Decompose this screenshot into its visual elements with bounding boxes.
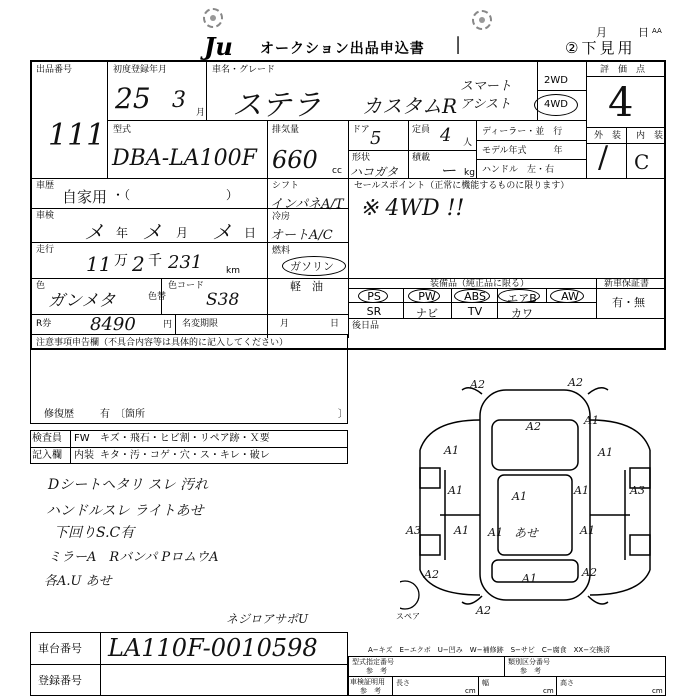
- shift-label: シフト: [272, 181, 300, 191]
- equip-abs: ABS: [464, 290, 486, 303]
- type-designation-ref: 参 考: [366, 667, 387, 675]
- reg-cert-ref: 参 考: [360, 687, 381, 695]
- damage-mark: A1: [584, 414, 599, 427]
- kg-label: kg: [464, 168, 475, 178]
- punch-hole-right: [472, 10, 492, 30]
- model-year-label: モデル年式 年: [482, 146, 563, 156]
- equip-aw: AW: [561, 290, 579, 303]
- category-label: 類別区分番号: [508, 658, 550, 666]
- height-cm: cm: [652, 687, 663, 695]
- damage-mark: A1: [488, 526, 503, 539]
- equip-navi: ナビ: [416, 307, 438, 320]
- mileage-rest-value: 231: [168, 252, 203, 273]
- inspector-label: 検査員: [32, 433, 62, 444]
- note-line-5: 各A.U あせ: [44, 574, 112, 589]
- model-value: DBA-LA100F: [112, 146, 257, 171]
- color-code-value: S38: [206, 290, 240, 310]
- doors-value: 5: [370, 128, 382, 149]
- damage-mark: A1: [454, 524, 469, 537]
- ac-label: 冷房: [272, 212, 291, 222]
- spare-label: スペア: [396, 612, 420, 621]
- pw-circle: [408, 289, 440, 303]
- length-cm: cm: [465, 687, 476, 695]
- history-value: 自家用: [62, 188, 108, 206]
- displacement-label: 排気量: [272, 125, 300, 135]
- day-label: 日: [638, 26, 649, 39]
- width-label: 幅: [482, 679, 489, 687]
- first-reg-label: 初度登録年月: [113, 65, 168, 75]
- color-value: ガンメタ: [48, 291, 116, 311]
- interior-label: 内 装: [636, 131, 664, 141]
- fuel-label: 燃料: [272, 246, 291, 256]
- r-ken-value: 8490: [90, 314, 136, 335]
- inspection-year-value: メ: [84, 220, 104, 244]
- sales-point-value: ※ 4WD !!: [360, 196, 465, 221]
- equip-tv: TV: [467, 305, 483, 318]
- damage-mark: A2: [526, 420, 541, 433]
- damage-mark: A1: [444, 444, 459, 457]
- title-mark: |: [455, 34, 462, 55]
- reg-no-label: 登録番号: [38, 674, 82, 687]
- rating-label: 評 価 点: [600, 65, 646, 75]
- damage-mark: A2: [582, 566, 597, 579]
- mileage-man-value: 11: [86, 252, 112, 276]
- interior-entry-label: 内装: [74, 450, 94, 461]
- 4wd-circle: [534, 94, 578, 116]
- damage-mark: A1: [580, 524, 595, 537]
- form-title: オークション出品申込書: [260, 41, 425, 57]
- shape-value: ハコガタ: [350, 165, 399, 179]
- history-label: 車歴: [36, 181, 55, 191]
- damage-mark: A1: [522, 572, 537, 585]
- 2wd-option: 2WD: [544, 75, 568, 86]
- abs-circle: [454, 289, 490, 303]
- entry-label: 記入欄: [32, 450, 62, 461]
- fuel-value: ガソリン: [290, 260, 334, 273]
- damage-mark: A3: [406, 524, 421, 537]
- equip-leather: カワ: [511, 307, 533, 320]
- load-value: ー: [440, 161, 457, 180]
- name-change-day-label: 日: [330, 319, 340, 329]
- persons-label: 人: [463, 138, 473, 148]
- color-change-label: 色替: [148, 292, 167, 302]
- damage-mark: あせ: [514, 526, 539, 540]
- exterior-label: 外 装: [594, 131, 622, 141]
- shift-value: インパネA/T: [270, 197, 344, 212]
- yen-label: 円: [163, 320, 173, 330]
- damage-mark: A1: [574, 484, 589, 497]
- repair-options: 有 〔箇所: [100, 409, 145, 420]
- rating-value: 4: [608, 80, 634, 126]
- reg-cert-label: 車検証明用: [350, 678, 385, 686]
- inspection-month-label: 月: [176, 226, 189, 240]
- doors-label: ドア: [352, 125, 370, 135]
- copy-label: ②下見用: [565, 39, 636, 57]
- aa-label: AA: [652, 27, 662, 35]
- interior-value: C: [634, 150, 650, 174]
- fw-label: FW: [74, 433, 90, 444]
- interior-items: キタ・汚・コゲ・穴・ス・キレ・破レ: [100, 450, 270, 461]
- damage-mark: A2: [476, 604, 491, 617]
- equip-pw: PW: [418, 290, 436, 303]
- inspection-day-value: メ: [212, 220, 232, 244]
- note-line-6: ネジロアサポU: [226, 612, 309, 626]
- note-line-1: Dシートヘタリ スレ 汚れ: [48, 477, 209, 493]
- inspection-month-value: メ: [142, 220, 162, 244]
- inspection-year-label: 年: [116, 226, 129, 240]
- equip-label: 装備品（純正品に限る）: [430, 279, 530, 289]
- aw-circle: [550, 289, 584, 303]
- color-code-label: 色コード: [168, 281, 205, 291]
- mileage-man-label: 万: [114, 253, 128, 269]
- name-change-label: 名変期限: [182, 319, 219, 329]
- new-cert-label: 新車保証書: [604, 279, 650, 289]
- grade-sub-value: スマートアシスト: [460, 79, 512, 112]
- handle-label: ハンドル 左・右: [482, 165, 555, 175]
- load-label: 積載: [412, 153, 431, 163]
- name-grade-label: 車名・グレード: [212, 65, 276, 75]
- note-line-3: 下回りS.C有: [54, 525, 135, 541]
- damage-mark: A2: [424, 568, 439, 581]
- first-reg-month-unit: 月: [196, 108, 206, 118]
- damage-mark: A2: [470, 378, 485, 391]
- damage-mark: A3: [630, 484, 645, 497]
- capacity-value: 4: [440, 125, 452, 146]
- notes-label: 注意事項申告欄（不具合内容等は具体的に記入してください）: [36, 338, 289, 348]
- sales-point-label: セールスポイント（正常に機能するものに限ります）: [354, 181, 570, 191]
- equip-ps: PS: [367, 290, 381, 303]
- damage-mark: A1: [598, 446, 613, 459]
- first-reg-month: 3: [172, 88, 186, 113]
- lot-no-label: 出品番号: [36, 65, 73, 75]
- mileage-sen-value: 2: [132, 252, 145, 276]
- length-label: 長さ: [396, 679, 410, 687]
- displacement-value: 660: [272, 146, 318, 174]
- grade-value: カスタムR: [362, 94, 458, 118]
- height-label: 高さ: [560, 679, 574, 687]
- equip-sr: SR: [366, 305, 382, 318]
- damage-mark: A2: [568, 376, 583, 389]
- note-line-4: ミラーA Rバンパ PロムウA: [48, 550, 219, 565]
- name-change-month-label: 月: [280, 319, 290, 329]
- km-label: km: [226, 266, 240, 276]
- mileage-label: 走行: [36, 245, 55, 255]
- exterior-value: /: [598, 140, 609, 175]
- car-name-value: ステラ: [232, 88, 322, 123]
- shape-label: 形状: [352, 153, 371, 163]
- color-label: 色: [36, 281, 46, 291]
- note-line-2: ハンドルスレ ライトあせ: [46, 503, 204, 519]
- lot-no-value: 111: [48, 118, 106, 153]
- capacity-label: 定員: [412, 125, 431, 135]
- chassis-no-label: 車台番号: [38, 642, 82, 655]
- width-cm: cm: [543, 687, 554, 695]
- inspection-day-label: 日: [244, 226, 257, 240]
- cert-options: 有・無: [612, 296, 645, 309]
- logo: Ju: [204, 32, 233, 61]
- damage-mark: A1: [512, 490, 527, 503]
- ps-circle: [358, 289, 388, 303]
- damage-legend: A−キズ E−エクボ U−凹み W−補修跡 S−サビ C−腐食 XX−交換済: [368, 646, 611, 654]
- airbag-circle: [498, 289, 540, 303]
- ac-value: オートA/C: [270, 228, 333, 243]
- fw-items: キズ・飛石・ヒビ割・リペア跡・Ｘ要: [100, 433, 270, 444]
- first-reg-year: 25: [115, 82, 151, 115]
- type-designation-label: 型式指定番号: [352, 658, 394, 666]
- chassis-no-value: LA110F-0010598: [108, 634, 318, 662]
- punch-hole-left: [203, 8, 223, 28]
- equip-airbag: エアB: [507, 292, 537, 305]
- history-options: ・（ ）: [112, 188, 239, 202]
- aftermarket-label: 後日品: [352, 321, 380, 331]
- month-label: 月: [596, 26, 607, 39]
- category-ref: 参 考: [520, 667, 541, 675]
- inspection-label: 車検: [36, 211, 55, 221]
- cc-label: cc: [332, 166, 342, 176]
- dealer-label: ディーラー・並 行: [482, 127, 563, 137]
- diesel-label: 軽 油: [290, 280, 323, 293]
- repair-label: 修復歴: [44, 409, 74, 420]
- 4wd-option: 4WD: [544, 99, 568, 110]
- model-label: 型式: [113, 125, 132, 135]
- mileage-sen-label: 千: [148, 253, 162, 269]
- r-ken-label: R券: [36, 319, 52, 329]
- repair-bracket-end: 〕: [338, 409, 348, 420]
- damage-mark: A1: [448, 484, 463, 497]
